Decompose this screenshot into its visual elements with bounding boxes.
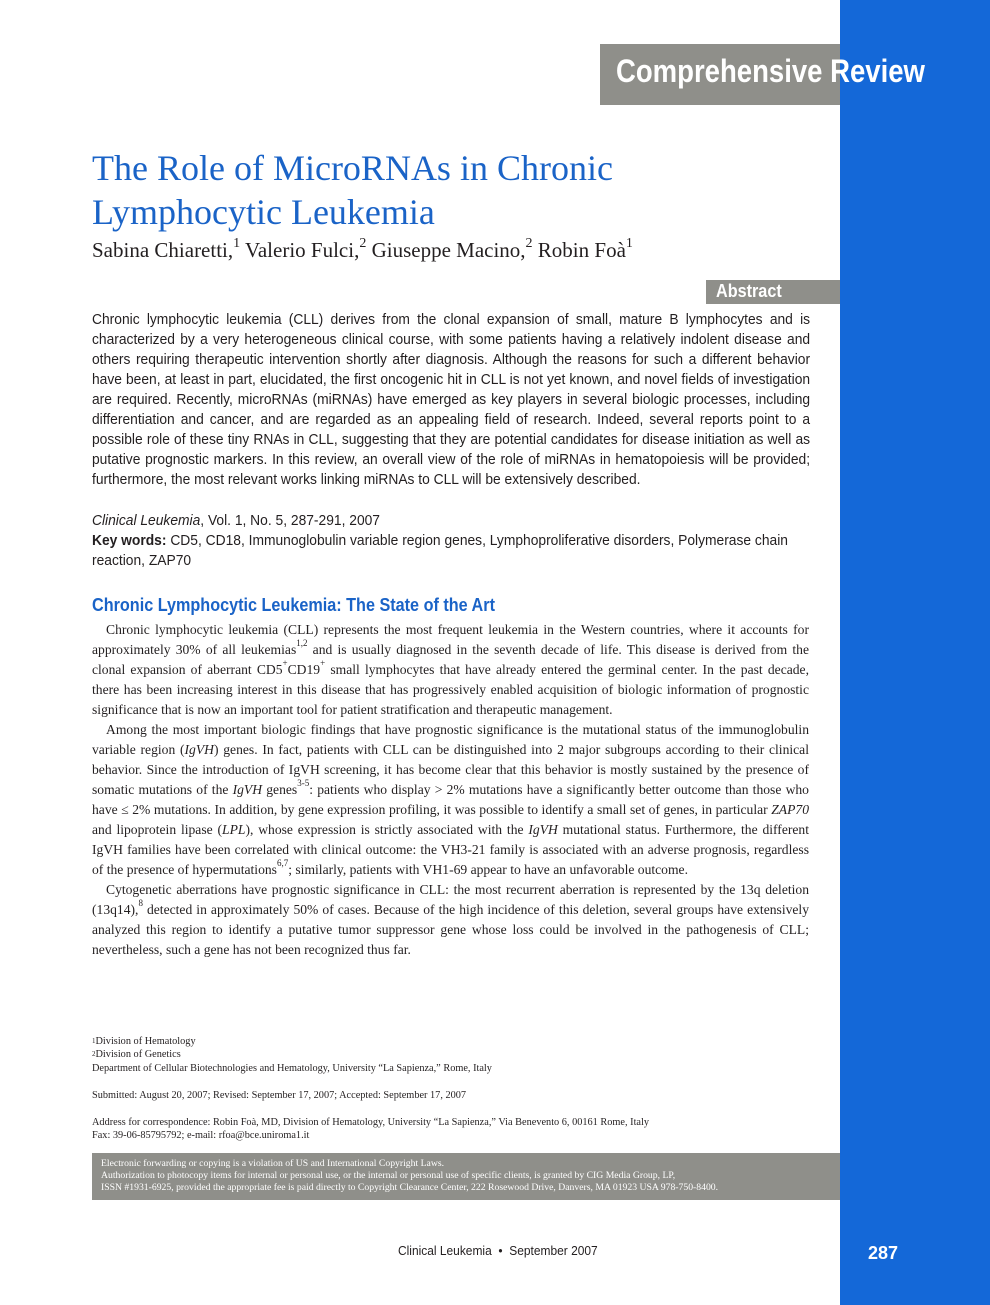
affiliation-footnote [92, 1035, 196, 1048]
footer-date: September 2007 [509, 1243, 598, 1258]
author-affiliation: 2 [525, 236, 533, 251]
text-run: Cytogenetic aberrations have prognostic significance in CLL: the most recurrent aberration is represented by the 13q deletion (13q14), [92, 882, 809, 917]
copyright-notice [101, 1158, 837, 1194]
gene-name: IgVH [184, 742, 214, 757]
reference: 1,2 [296, 638, 308, 648]
page-number: 287 [868, 1243, 899, 1263]
paragraph [92, 880, 809, 960]
text-run: ), whose expression is strictly associated with the [245, 822, 529, 837]
text-run: genes [262, 782, 298, 797]
copyright-line: Authorization to photocopy items for internal or personal use, or the internal or personal use of specific clients, is granted by CIG Media Group, LP, [101, 1170, 676, 1181]
section-heading: Chronic Lymphocytic Leukemia: The State of the Art [92, 595, 495, 615]
abstract-heading: Abstract [716, 281, 782, 301]
abstract-text: Chronic lymphocytic leukemia (CLL) derives from the clonal expansion of small, mature B lymphocytes and is characterized by a very heterogeneous clinical course, with some patients having a relatively indolent disease and others requiring therapeutic intervention shortly after diagnosis. Although the reasons for such a different behavior have been, at least in part, elucidated, the first oncogenic hit in CLL is not yet known, and novel fields of investigation are required. Recently, microRNAs (miRNAs) have emerged as key players in several biologic processes, including differentiation and cancer, and are regarded as an appealing field of research. Indeed, several reports point to a possible role of these tiny RNAs in CLL, suggesting that they are potential candidates for disease initiation as well as putative prognostic markers. In this review, an overall view of the role of miRNAs in hematopoiesis will be provided; furthermore, the most relevant works linking miRNAs to CLL will be extensively described. [92, 312, 811, 488]
text-run: and lipoprotein lipase ( [92, 822, 223, 837]
text-run: Among the most important biologic findings that have prognostic significance is the mutational status of the immunoglobulin variable region ( [92, 722, 809, 757]
footnote-text: Division of Genetics [95, 1049, 181, 1060]
text-run: detected in approximately 50% of cases. Because of the high incidence of this deletion, several groups have extensively analyzed this region to identify a putative tumor suppressor gene whose loss could be involved in the pathogenesis of CLL; nevertheless, such a gene has not been recognized thus far. [92, 902, 809, 957]
submission-dates: Submitted: August 20, 2007; Revised: September 17, 2007; Accepted: September 17, 2007 [92, 1090, 467, 1101]
title-line-1: The Role of MicroRNAs in Chronic [92, 148, 613, 188]
keywords-label: Key words: [92, 533, 167, 549]
gene-name: IgVH [528, 822, 558, 837]
gene-name: ZAP70 [771, 802, 809, 817]
section-label: Comprehensive Review [616, 53, 925, 89]
text-run: and is usually diagnosed in the seventh decade of life. This disease is derived from the clonal expansion of aberrant CD5 [92, 642, 809, 677]
keywords-text: CD5, CD18, Immunoglobulin variable region genes, Lymphoproliferative disorders, Polymerase chain reaction, ZAP70 [92, 533, 788, 569]
footnote-number: 1 [92, 1037, 96, 1045]
paragraph [92, 620, 809, 720]
footer-journal: Clinical Leukemia [398, 1243, 492, 1258]
text-run: ) genes. In fact, patients with CLL can be distinguished into 2 major subgroups according to their clinical behavior. Since the introduction of IgVH screening, it has become clear that this behavior is mostly sustained by the presence of somatic mutations of the [92, 742, 809, 797]
author-list [92, 238, 633, 263]
superscript: + [320, 658, 326, 668]
text-run: mutational status. Furthermore, the different IgVH families have been correlated with clinical outcome: the VH3-21 family is associated with an adverse prognosis, regardless of the presence of hypermutations [92, 822, 809, 877]
citation-details: , Vol. 1, No. 5, 287-291, 2007 [200, 513, 380, 529]
citation [92, 511, 380, 531]
correspondence-address: Address for correspondence: Robin Foà, MD, Division of Hematology, University “La Sapienza,” Via Benevento 6, 00161 Rome, Italy [92, 1117, 650, 1128]
author-affiliation: 1 [233, 236, 241, 251]
gene-name: IgVH [232, 782, 263, 797]
body-text [92, 620, 809, 960]
running-footer [398, 1243, 598, 1258]
text-run: CD19 [287, 662, 321, 677]
author-name: Robin Foà [537, 238, 626, 262]
correspondence-contact: Fax: 39-06-85795792; e-mail: rfoa@bce.uniroma1.it [92, 1130, 310, 1141]
reference: 8 [138, 898, 143, 908]
author-affiliation: 2 [359, 236, 367, 251]
department-footnote: Department of Cellular Biotechnologies and Hematology, University “La Sapienza,” Rome, Italy [92, 1063, 492, 1074]
reference: 6,7 [276, 858, 289, 868]
author-name: Sabina Chiaretti, [92, 238, 234, 262]
footer-bullet: • [498, 1243, 503, 1258]
article-title [92, 146, 792, 234]
paragraph [92, 720, 809, 880]
author-name: Valerio Fulci, [245, 238, 360, 262]
superscript: + [282, 658, 288, 668]
copyright-line: ISSN #1931-6925, provided the appropriate fee is paid directly to Copyright Clearance Center, 222 Rosewood Drive, Danvers, MA 01923 USA 978-750-8400. [101, 1182, 719, 1193]
text-run: small lymphocytes that have already entered the germinal center. In the past decade, there has been increasing interest in this disease that has progressively enabled acquisition of biologic information of prognostic significance that is now an important tool for patient stratification and therapeutic management. [92, 662, 809, 717]
text-run: ; similarly, patients with VH1-69 appear to have an unfavorable outcome. [288, 862, 688, 877]
author-affiliation: 1 [625, 236, 633, 251]
copyright-line: Electronic forwarding or copying is a violation of US and International Copyright Laws. [101, 1158, 445, 1169]
text-run: : patients who display > 2% mutations have a significantly better outcome than those who have ≤ 2% mutations. In addition, by gene expression profiling, it was possible to identify a small set of genes, in particular [92, 782, 809, 817]
footnote-text: Division of Hematology [95, 1036, 196, 1047]
keywords [92, 531, 810, 571]
affiliation-footnote [92, 1048, 181, 1061]
text-run: Chronic lymphocytic leukemia (CLL) represents the most frequent leukemia in the Western countries, where it accounts for approximately 30% of all leukemias [92, 622, 809, 657]
author-name: Giuseppe Macino, [371, 238, 526, 262]
citation-journal: Clinical Leukemia [92, 513, 201, 529]
footnote-number: 2 [92, 1050, 96, 1058]
gene-name: LPL [222, 822, 246, 837]
reference: 3-5 [297, 778, 310, 788]
title-line-2: Lymphocytic Leukemia [92, 192, 435, 232]
sidebar-accent-bar [840, 0, 990, 1305]
